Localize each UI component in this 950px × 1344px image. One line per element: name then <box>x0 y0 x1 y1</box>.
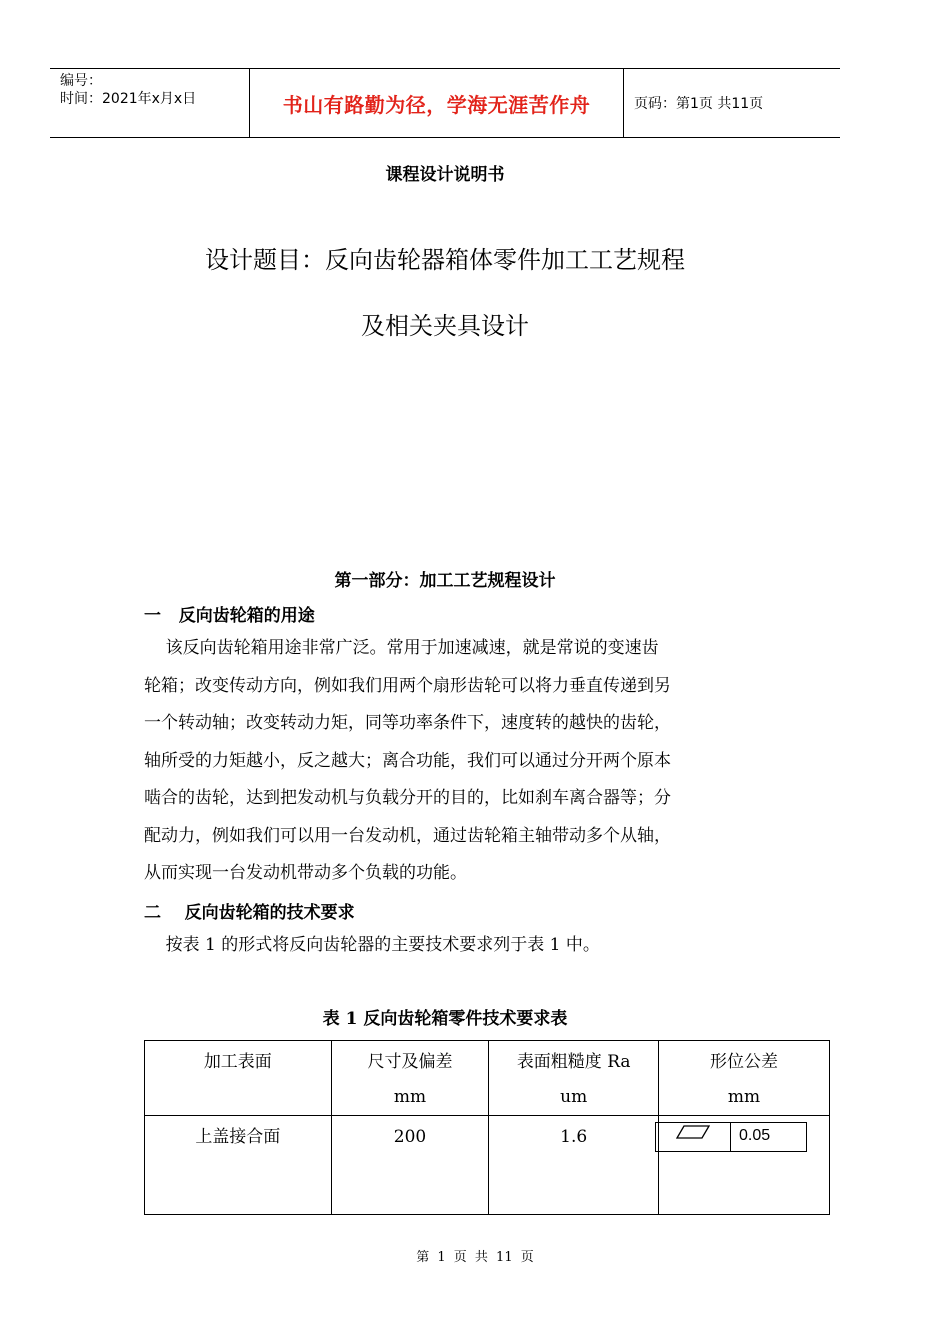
cell-size: 200 <box>331 1116 489 1215</box>
cell-tolerance <box>659 1116 830 1215</box>
table-caption: 表 1 反向齿轮箱零件技术要求表 <box>322 1009 568 1029</box>
header-motto: 书山有路勤为径，学海无涯苦作舟 <box>250 69 624 137</box>
header-page-info: 页码：第1页 共11页 <box>634 96 764 112</box>
cell-roughness: 1.6 <box>489 1116 659 1215</box>
time-label: 时间：2021年x月x日 <box>60 91 197 107</box>
paragraph-line: 从而实现一台发动机带动多个负载的功能。 <box>144 863 467 883</box>
cell-surface: 上盖接合面 <box>145 1116 332 1215</box>
paragraph-line: 轮箱；改变传动方向，例如我们用两个扇形齿轮可以将力垂直传递到另 <box>144 675 671 696</box>
design-title-line1: 设计题目：反向齿轮器箱体零件加工工艺规程 <box>205 246 685 274</box>
document-title: 课程设计说明书 <box>385 165 505 185</box>
part-title: 第一部分：加工工艺规程设计 <box>334 571 556 591</box>
page-footer: 第 1 页 共 11 页 <box>416 1250 534 1265</box>
paragraph-line: 轴所受的力矩越小，反之越大；离合功能，我们可以通过分开两个原本 <box>144 750 671 771</box>
tolerance-frame <box>655 1122 807 1152</box>
section2-paragraph: 按表 1 的形式将反向齿轮器的主要技术要求列于表 1 中。 <box>144 935 600 955</box>
design-title-line2: 及相关夹具设计 <box>361 312 529 340</box>
paragraph-line: 该反向齿轮箱用途非常广泛。常用于加速减速，就是常说的变速齿 <box>144 638 659 658</box>
number-label: 编号： <box>60 73 102 89</box>
section2-heading: 二 反向齿轮箱的技术要求 <box>144 903 355 923</box>
page-header <box>50 68 840 138</box>
header-cell-surface: 加工表面 <box>145 1041 332 1116</box>
section1-heading: 一 反向齿轮箱的用途 <box>144 606 315 626</box>
section1-paragraph <box>144 630 754 893</box>
paragraph-line: 一个转动轴；改变转动力矩，同等功率条件下，速度转的越快的齿轮， <box>144 713 671 733</box>
header-meta <box>50 69 250 137</box>
header-cell-tolerance: 形位公差 mm <box>659 1041 830 1116</box>
paragraph-line: 配动力，例如我们可以用一台发动机，通过齿轮箱主轴带动多个从轴， <box>144 825 671 846</box>
header-cell-roughness: 表面粗糙度 Ra um <box>489 1041 659 1116</box>
table-row <box>145 1116 830 1215</box>
flatness-icon <box>656 1123 731 1151</box>
table-header-row <box>145 1041 830 1116</box>
header-cell-size: 尺寸及偏差 mm <box>331 1041 489 1116</box>
tolerance-value: 0.05 <box>739 1127 771 1144</box>
paragraph-line: 啮合的齿轮，达到把发动机与负载分开的目的，比如刹车离合器等；分 <box>144 788 671 808</box>
requirements-table <box>144 1040 830 1215</box>
